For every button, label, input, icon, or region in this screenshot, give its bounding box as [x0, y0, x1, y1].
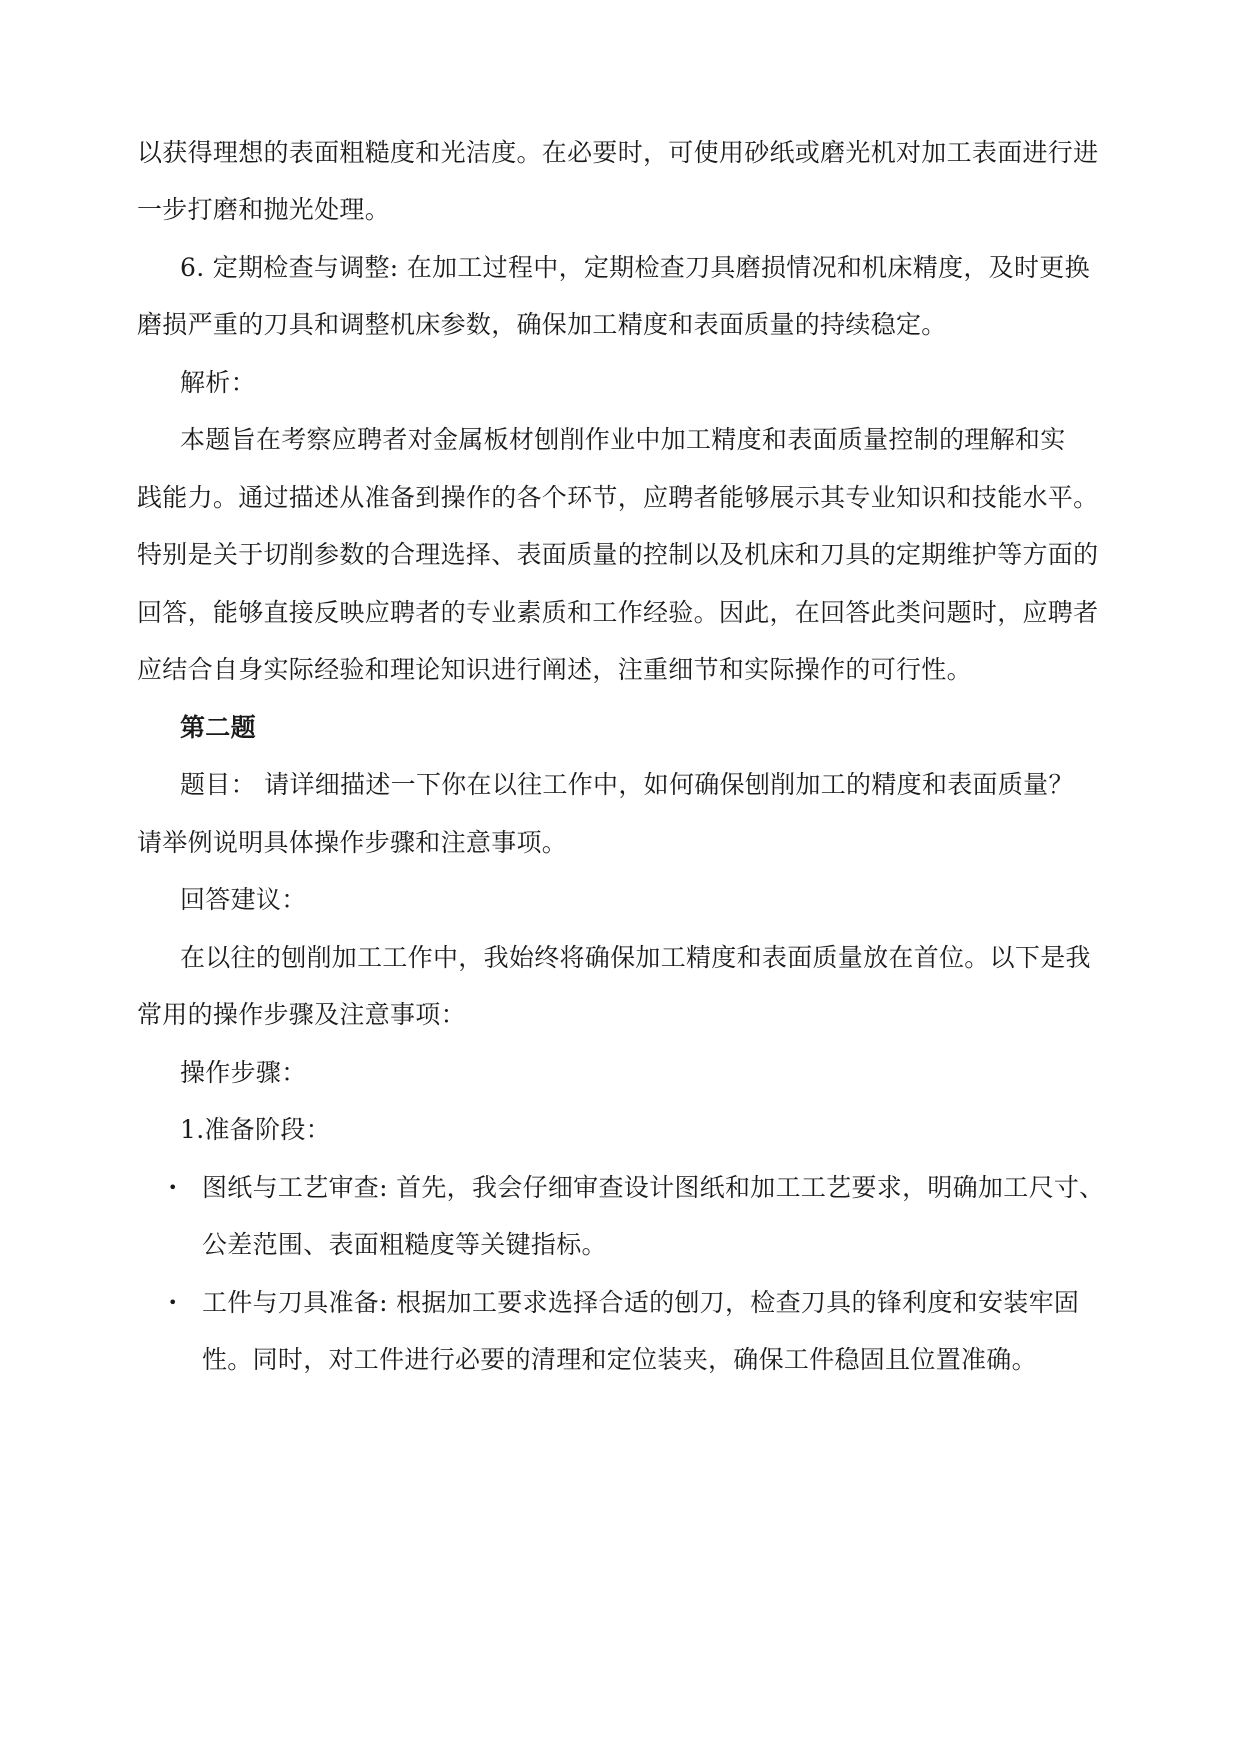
- bullet-line: 公差范围、表面粗糙度等关键指标。: [202, 1230, 607, 1259]
- answer-intro-line: 在以往的刨削加工工作中，我始终将确保加工精度和表面质量放在首位。以下是我: [180, 943, 1091, 972]
- answer-label: 回答建议：: [180, 885, 307, 914]
- bullet-line: 工件与刀具准备: 根据加工要求选择合适的刨刀，检查刀具的锋利度和安装牢固: [202, 1288, 1080, 1317]
- analysis-label: 解析：: [180, 368, 256, 397]
- step-6-line: 6. 定期检查与调整: 在加工过程中，定期检查刀具磨损情况和机床精度，及时更换: [180, 253, 1090, 282]
- bullet-line: 图纸与工艺审查: 首先，我会仔细审查设计图纸和加工工艺要求，明确加工尺寸、: [202, 1173, 1105, 1202]
- step-1-label: 1.准备阶段：: [180, 1115, 331, 1144]
- analysis-line: 应结合自身实际经验和理论知识进行阐述，注重细节和实际操作的可行性。: [137, 655, 972, 684]
- bullet-icon: •: [168, 1293, 178, 1312]
- bullet-line: 性。同时，对工件进行必要的清理和定位装夹，确保工件稳固且位置准确。: [202, 1345, 1037, 1374]
- analysis-line: 践能力。通过描述从准备到操作的各个环节，应聘者能够展示其专业知识和技能水平。: [137, 483, 1099, 512]
- question-line: 题目： 请详细描述一下你在以往工作中，如何确保刨削加工的精度和表面质量？: [180, 770, 1074, 799]
- analysis-line: 特别是关于切削参数的合理选择、表面质量的控制以及机床和刀具的定期维护等方面的: [137, 540, 1099, 569]
- section-heading: 第二题: [180, 713, 256, 742]
- step-6-line: 磨损严重的刀具和调整机床参数，确保加工精度和表面质量的持续稳定。: [137, 310, 947, 339]
- analysis-line: 本题旨在考察应聘者对金属板材刨削作业中加工精度和表面质量控制的理解和实: [180, 425, 1066, 454]
- question-line: 请举例说明具体操作步骤和注意事项。: [137, 828, 568, 857]
- answer-intro-line: 常用的操作步骤及注意事项：: [137, 1000, 466, 1029]
- paragraph-line: 一步打磨和抛光处理。: [137, 195, 391, 224]
- steps-label: 操作步骤：: [180, 1058, 307, 1087]
- bullet-icon: •: [168, 1178, 178, 1197]
- analysis-line: 回答，能够直接反映应聘者的专业素质和工作经验。因此，在回答此类问题时，应聘者: [137, 598, 1099, 627]
- paragraph-line: 以获得理想的表面粗糙度和光洁度。在必要时，可使用砂纸或磨光机对加工表面进行进: [137, 138, 1099, 167]
